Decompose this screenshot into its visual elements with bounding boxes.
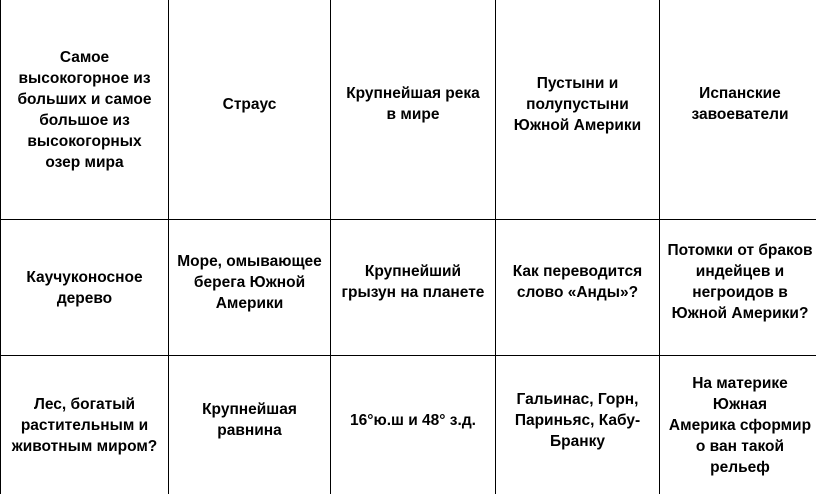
table-cell: Лес, богатый растительным и животным миром? (11, 395, 158, 455)
table-cell: 16°ю.ш и 48° з.д. (350, 411, 476, 429)
table-cell: На материке Южная Америка сформир о ван такой рельеф (668, 374, 812, 476)
table-cell: Страус (222, 95, 277, 113)
table-cell: Потомки от браков индейцев и негроидов в Южной Америки? (667, 242, 813, 322)
table-cell: Самое высокогорное из больших и самое большое из высокогорных озер мира (17, 48, 152, 171)
table-cell: Море, омывающее берега Южной Америки (177, 252, 322, 312)
table-cell: Испанские завоеватели (691, 85, 789, 123)
table-cell: Как переводится слово «Анды»? (512, 263, 643, 301)
table-cell: Пустыни и полупустыни Южной Америки (513, 74, 642, 134)
table-cell: Гальинас, Горн, Париньяс, Кабу- Бранку (514, 390, 641, 450)
table-cell: Каучуконосное дерево (26, 268, 143, 307)
table-cell: Крупнейшая равнина (202, 401, 297, 439)
table-cell: Крупнейший грызун на планете (341, 263, 485, 301)
table-cell: Крупнейшая река в мире (346, 85, 480, 123)
